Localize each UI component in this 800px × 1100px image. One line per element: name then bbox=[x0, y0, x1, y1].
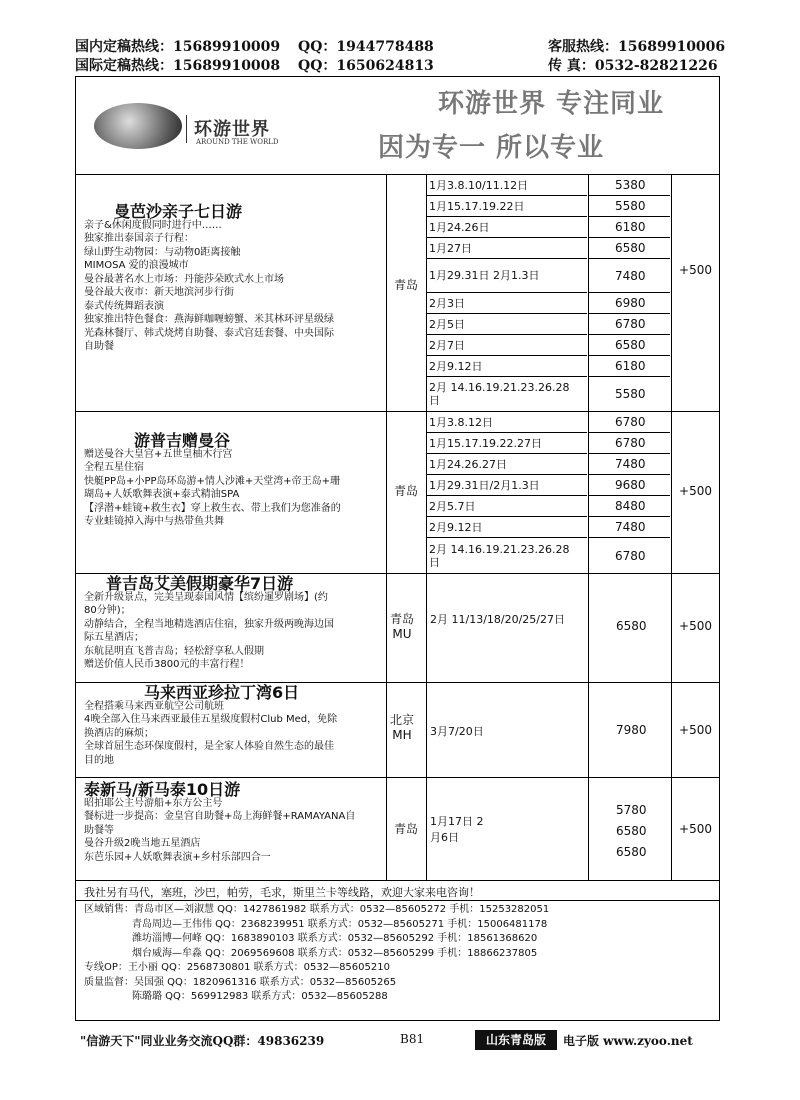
price-cell: 5580 bbox=[615, 387, 646, 401]
notice-text: 我社另有马代，塞班，沙巴，帕劳，毛求，斯里兰卡等线路，欢迎大家来电咨询！ bbox=[84, 886, 480, 899]
contact-line: 青岛周边—王伟伟 QQ：2368239951 联系方式：0532—85605271 手机：15006481178 bbox=[132, 918, 548, 930]
globe-logo-icon bbox=[94, 103, 182, 149]
date-cell: 3月7/20日 bbox=[430, 725, 484, 738]
tour-description: 普吉岛艾美假期豪华7日游 全新升级景点，完美呈现泰国风情【缤纷暹罗剧场】(约 80分钟)； 动静结合，全程当地精选酒店住宿，独家升级两晚海边国 际五星酒店； 东航昆明直飞普吉岛；轻松舒享私人假期 赠送价值人民币3800元的丰富行程！ bbox=[84, 574, 334, 670]
tour-title: 泰新马/新马泰10日游 bbox=[84, 780, 241, 799]
logo-english: AROUND THE WORLD bbox=[196, 138, 279, 146]
slogan-line-1: 环游世界 专注同业 bbox=[438, 89, 665, 119]
fax-number: 传 真：0532-82821226 bbox=[548, 58, 718, 74]
intl-qq: QQ：1650624813 bbox=[298, 58, 434, 74]
tour-section-1 bbox=[76, 175, 719, 412]
edition-badge: 山东青岛版 bbox=[475, 1030, 557, 1050]
date-cell: 2月 14.16.19.21.23.26.28日 bbox=[429, 381, 570, 407]
date-cell: 1月27日 bbox=[427, 238, 587, 259]
tour-title: 游普吉赠曼谷 bbox=[134, 431, 231, 450]
logo-divider bbox=[186, 115, 187, 143]
price-cell: 6580 bbox=[589, 238, 670, 259]
price-cell: 6980 bbox=[589, 293, 670, 314]
tour-section-2 bbox=[76, 412, 719, 574]
contact-line: 专线OP：王小丽 QQ：2568730801 联系方式：0532—85605210 bbox=[84, 962, 390, 973]
date-cell: 2月9.12日 bbox=[427, 356, 587, 377]
contact-line: 质量监督：吴国强 QQ：1820961316 联系方式：0532—85605265 bbox=[84, 976, 397, 988]
price-cell: 7480 bbox=[589, 454, 670, 475]
tour-title: 普吉岛艾美假期豪华7日游 bbox=[106, 574, 294, 593]
date-cell: 1月17日 2月6日 bbox=[430, 815, 484, 844]
date-cell: 1月15.17.19.22日 bbox=[427, 196, 587, 217]
date-cell: 2月9.12日 bbox=[427, 517, 587, 538]
surcharge: +500 bbox=[679, 822, 712, 836]
date-cell: 1月29.31日 2月1.3日 bbox=[427, 259, 587, 293]
surcharge: +500 bbox=[679, 723, 712, 737]
price-cell: 6580 bbox=[589, 335, 670, 356]
intl-hotline: 国际定稿热线：15689910008 bbox=[75, 58, 281, 74]
price-cell: 8480 bbox=[589, 496, 670, 517]
tour-section-5 bbox=[76, 778, 719, 881]
banner bbox=[76, 77, 719, 175]
price-cell: 9680 bbox=[589, 475, 670, 496]
departure-city: 青岛 MU bbox=[389, 612, 414, 641]
date-cell: 1月24.26日 bbox=[427, 217, 587, 238]
surcharge: +500 bbox=[679, 263, 712, 277]
price-cell: 7980 bbox=[616, 723, 647, 737]
qq-group: "信游天下"同业业务交流QQ群：49836239 bbox=[80, 1034, 325, 1048]
price-cell: 7480 bbox=[589, 259, 670, 293]
domestic-qq: QQ：1944778488 bbox=[298, 39, 434, 55]
departure-city: 青岛 bbox=[393, 484, 418, 498]
date-cell: 1月3.8.10/11.12日 bbox=[427, 175, 587, 196]
surcharge: +500 bbox=[679, 619, 712, 633]
tour-title: 马来西亚珍拉丁湾6日 bbox=[144, 683, 300, 702]
departure-city: 青岛 bbox=[393, 822, 418, 836]
departure-city: 青岛 bbox=[393, 278, 418, 292]
price-cell: 5580 bbox=[589, 196, 670, 217]
logo-name: 环游世界 bbox=[194, 119, 270, 140]
price-list: 5780 6580 6580 bbox=[616, 803, 647, 859]
contact-line: 烟台威海—牟淼 QQ：2069569608 联系方式：0532—85605299 手机：18866237805 bbox=[132, 947, 538, 959]
date-cell: 2月 11/13/18/20/25/27日 bbox=[430, 613, 566, 626]
date-cell: 1月29.31日/2月1.3日 bbox=[427, 475, 587, 496]
domestic-hotline: 国内定稿热线：15689910009 bbox=[75, 39, 281, 55]
tour-description: 泰新马/新马泰10日游 昭拍耶公主号游船+东方公主号 餐标进一步提高：金皇宫自助餐+岛上海鲜餐+RAMAYANA自 助餐等 曼谷升级2晚当地五星酒店 东芭乐园+人妖歌舞表演+乡村乐部四合一 bbox=[84, 780, 356, 863]
price-cell: 6180 bbox=[589, 217, 670, 238]
price-cell: 6780 bbox=[589, 412, 670, 433]
date-cell: 2月5.7日 bbox=[427, 496, 587, 517]
website[interactable]: 电子版 www.zyoo.net bbox=[563, 1034, 693, 1048]
price-cell: 6580 bbox=[616, 619, 647, 633]
date-cell: 2月3日 bbox=[427, 293, 587, 314]
contact-line: 陈璐璐 QQ：569912983 联系方式：0532—85605288 bbox=[132, 991, 388, 1002]
page-number: B81 bbox=[400, 1032, 425, 1046]
tour-section-3 bbox=[76, 574, 719, 683]
tour-description: 曼芭沙亲子七日游 亲子&休闲度假同时进行中…… 独家推出泰国亲子行程： 绿山野生动物园：与动物0距离接触 MIMOSA 爱的浪漫城市 曼谷最著名水上市场：丹能莎朵欧式水上市场 曼谷最大夜市：新天地滨河步行街 泰式传统舞蹈表演 独家推出特色餐食：燕海鲜咖喱螃蟹、米其林环评星级绿 光森林餐厅、韩式烧烤自助餐、泰式宫廷套餐、中央国际 自助餐 bbox=[84, 202, 334, 352]
slogan-line-2: 因为专一 所以专业 bbox=[378, 133, 605, 163]
contact-line: 潍坊淄博—何峰 QQ：1683890103 联系方式：0532—85605292 手机：18561368620 bbox=[132, 933, 538, 944]
date-cell: 2月 14.16.19.21.23.26.28日 bbox=[429, 542, 570, 569]
tour-title: 曼芭沙亲子七日游 bbox=[114, 202, 243, 221]
contact-list bbox=[84, 903, 549, 1005]
service-hotline: 客服热线：15689910006 bbox=[548, 39, 726, 55]
price-cell: 6780 bbox=[589, 433, 670, 454]
price-cell: 6180 bbox=[589, 356, 670, 377]
ad-frame bbox=[75, 76, 720, 1021]
departure-city: 北京 MH bbox=[389, 713, 414, 742]
notice-bar bbox=[76, 881, 719, 901]
price-cell: 5380 bbox=[589, 175, 670, 196]
tour-description: 马来西亚珍拉丁湾6日 全程搭乘马来西亚航空公司航班 4晚全部入住马来西亚最佳五星级度假村Club Med，免除 换酒店的麻烦； 全球首屈生态环保度假村，是全家人体验自然生态的最佳 目的地 bbox=[84, 683, 338, 766]
price-cell: 6780 bbox=[589, 314, 670, 335]
date-cell: 1月3.8.12日 bbox=[427, 412, 587, 433]
date-cell: 2月5日 bbox=[427, 314, 587, 335]
date-cell: 1月15.17.19.22.27日 bbox=[427, 433, 587, 454]
tour-description: 游普吉赠曼谷 赠送曼谷大皇宫+五世皇柚木行宫 全程五星住宿 快艇PP岛+小PP岛环岛游+情人沙滩+天堂湾+帝王岛+珊 瑚岛+人妖歌舞表演+泰式精油SPA 【浮潜+蛙镜+救生衣】穿上救生衣、带上我们为您准备的 专业蛙镜掉入海中与热带鱼共舞 bbox=[84, 431, 341, 527]
surcharge: +500 bbox=[679, 484, 712, 498]
date-cell: 2月7日 bbox=[427, 335, 587, 356]
date-cell: 1月24.26.27日 bbox=[427, 454, 587, 475]
contact-line: 区域销售：青岛市区—刘淑慧 QQ：1427861982 联系方式：0532—85605272 手机：15253282051 bbox=[84, 904, 550, 915]
price-cell: 6780 bbox=[615, 548, 646, 563]
tour-section-4 bbox=[76, 683, 719, 778]
price-cell: 7480 bbox=[589, 517, 670, 538]
